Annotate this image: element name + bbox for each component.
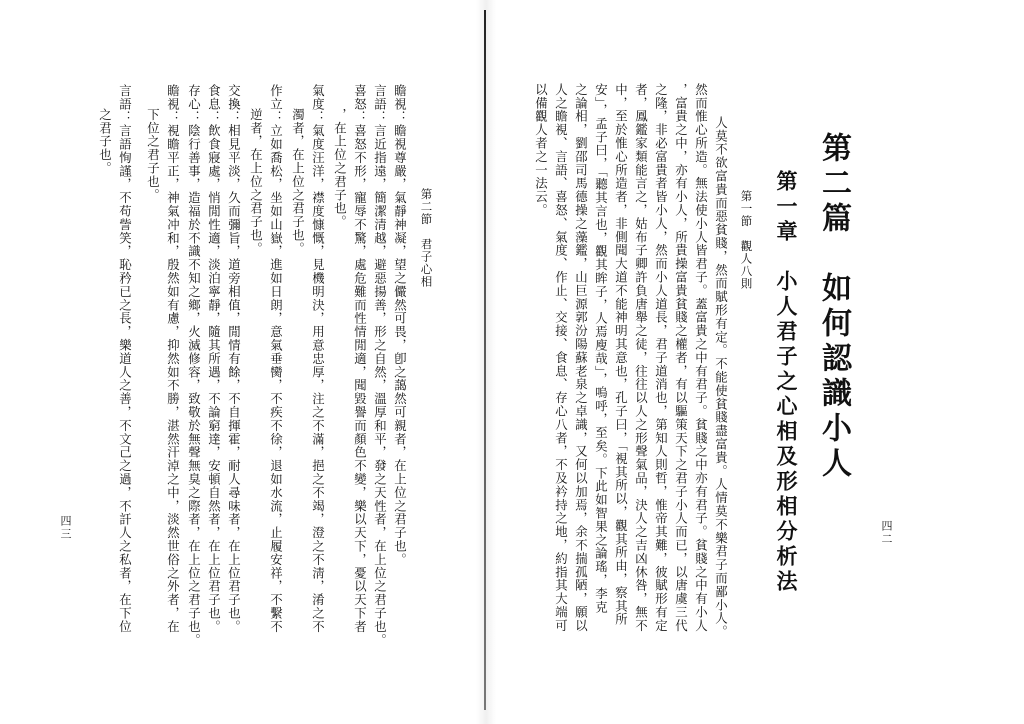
entry-line: 逆者，在上位之君子也。 (248, 108, 264, 256)
paragraph-line: 中，至於惟心所造者，非側聞大道不能神明其意也，孔子曰，「視其所以，觀其所由，察其所 (613, 83, 629, 627)
entry-line: 濁者，在上位之君子也。 (290, 108, 306, 256)
entry-line: 言語：言近指遠，簡潔清越，避惡揚善，形之自然，溫厚和平，發之天性者，在上位之君子也。 (372, 84, 388, 647)
entry-line: 存心：陰行善事，造福於不識不知之鄉，火滅修容，致敬於無聲無臭之際者，在上位之君子也。 (186, 84, 202, 647)
paragraph-line: 以備觀人者之一法云。 (533, 83, 549, 217)
paragraph-line: 人莫不欲富貴而惡貧賤，然而賦形有定。不能使貧賤盡富貴。人情莫不樂君子而鄙小人。 (713, 116, 729, 639)
paragraph-line: 然而惟心所造。無法使小人皆君子。蓋富貴之中有君子。貧賤之中亦有君子。貧賤之中有小人 (693, 83, 709, 633)
part-title: 第二篇 如何認識小人 (816, 132, 851, 482)
section-title: 第一節 觀人八則 (739, 190, 754, 290)
entry-line: 食息：飲食寢處，悄閒性適，淡泊寧靜，隨其所遇，不論窮達，安頓自然者，在上位君子也。 (206, 84, 222, 634)
entry-line: 氣度：氣度汪洋，襟度慷慨，見機明決，用意忠厚，注之不滿，挹之不竭，澄之不淸，淆之不 (310, 84, 326, 634)
chapter-title: 第一章 小人君子之心相及形相分析法 (774, 170, 798, 595)
entry-line: 作立：立如喬松，坐如山嶽，進如日朗，意氣垂臠，不疾不徐，退如水流，止履安祥，不繫不 (268, 84, 284, 634)
entry-line: 言語：言語恂謹，不苟訾笑，恥矜已之長，樂道人之善，不文己之過，不訐人之私者，在下位 (117, 84, 133, 634)
entry-line: ，在上位之君子也。 (332, 108, 348, 229)
entry-line: 喜怒：喜怒不形，寵辱不驚，處危難而性情閒適，聞毀譽而顏色不變，樂以天下，憂以天下者 (352, 84, 368, 634)
entry-line: 瞻視：視瞻平正，神氣冲和，殷然如有慮，抑然如不勝，湛然汗淖之中，淡然世俗之外者，在 (165, 84, 181, 634)
paragraph-line: 之論相，劉邵司馬德操之藻鑑，山巨源郭汾陽蘇老泉之卓識，又何以加焉，余不揣孤陋，願以 (573, 83, 589, 633)
paragraph-line: 之隆，非必富貴者皆小人，然而小人道長，君子道消也，第知人則哲，惟帝其難，彼賦形有定 (653, 83, 669, 633)
page-number: 四二 (880, 520, 893, 546)
entry-line: 下位之君子也。 (145, 108, 161, 202)
entry-line: 瞻視：瞻視尊嚴，氣靜神凝，望之儼然可畏，卽之藹然可親者，在上位之君子也。 (392, 84, 408, 567)
entry-line: 交換：相見平淡，久而彌旨，道旁相值，閒情有餘，不自揮霍，耐人尋味者，在上位君子也。 (226, 84, 242, 634)
paragraph-line: ，富貴之中，亦有小人，所貴操富貴貧賤之權者，有以驅策天下之君子小人而已，以唐虞三代 (673, 83, 689, 633)
paragraph-line: 者，鳳鑑家類能言之，姑布子卿許負唐舉之徒，往往以人之形聲氣品，決人之吉凶休咎，無不 (633, 83, 649, 633)
left-page (0, 0, 486, 724)
section-title: 第二節 君子心相 (419, 188, 434, 288)
paragraph-line: 安」，孟子曰，「聽其言也，觀其眸子，人焉廋哉」，嗚呼，至矣。下此如智果之論瑤，李克 (593, 83, 609, 614)
paragraph-line: 人之瞻視、言語、喜怒、氣度、作止、交接、食息、存心八者，不及衿持之地，約指其大端可 (553, 83, 569, 633)
right-page (486, 0, 1024, 724)
page-number: 四三 (59, 515, 72, 541)
entry-line: 之君子也。 (97, 108, 113, 175)
